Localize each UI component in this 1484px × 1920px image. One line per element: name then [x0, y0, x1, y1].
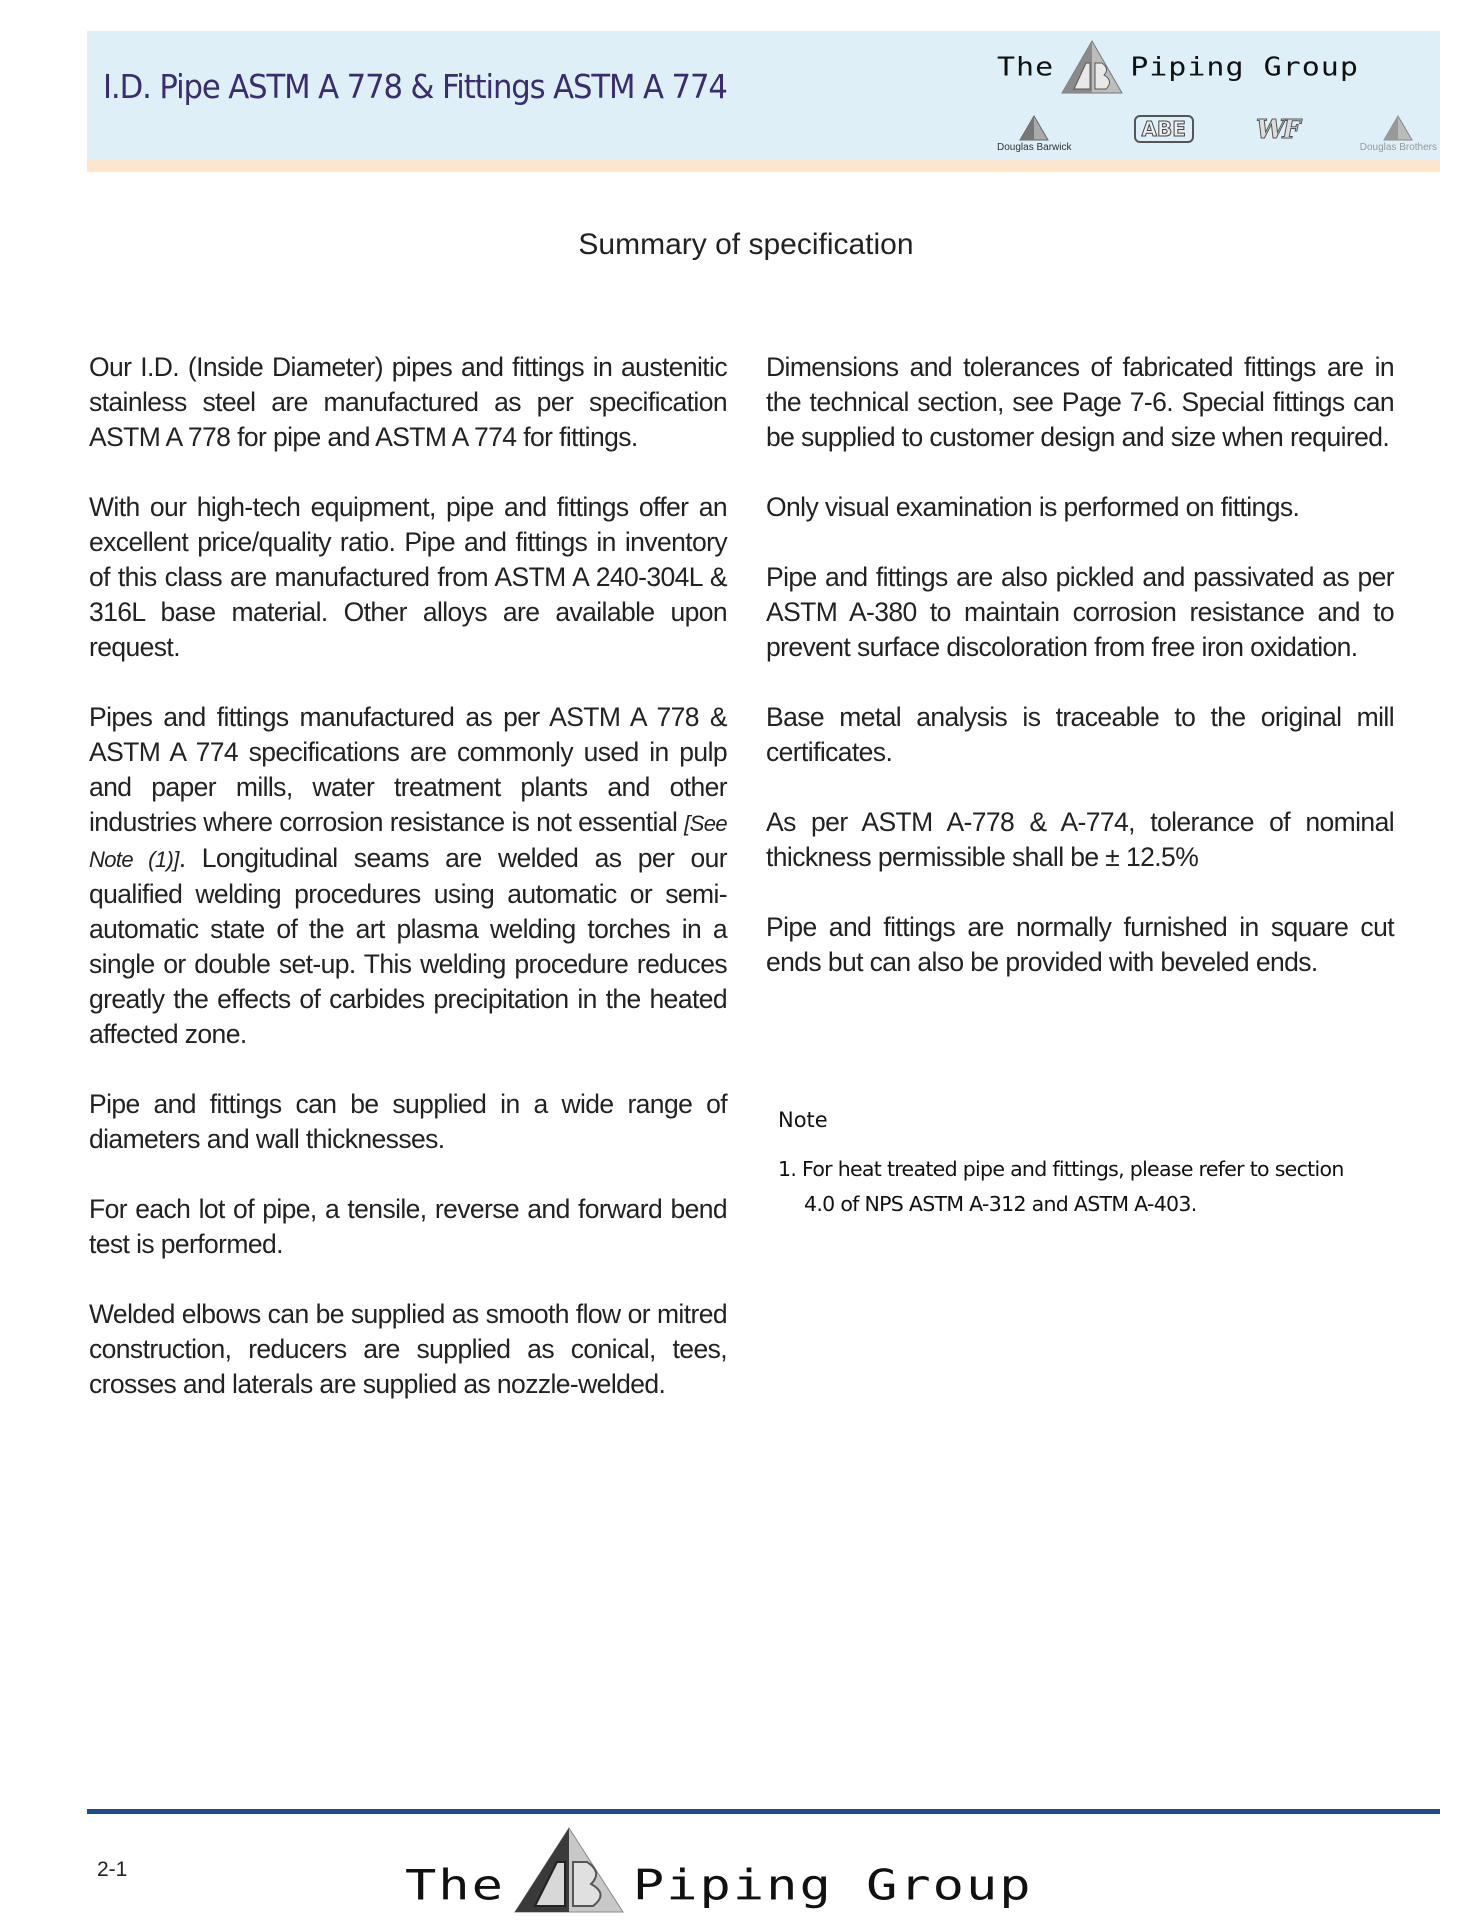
paragraph: For each lot of pipe, a tensile, reverse and forward bend test is performed.: [89, 1194, 727, 1259]
paragraph: As per ASTM A-778 & A-774, tolerance of nominal thickness permissible shall be ± 12.5%: [766, 807, 1394, 872]
footer-divider: [87, 1809, 1440, 1814]
logo-word-the: The: [997, 52, 1055, 82]
paragraph: Only visual examination is performed on fittings.: [766, 492, 1300, 522]
paragraph: Pipe and fittings can be supplied in a wide range of diameters and wall thicknesses.: [89, 1089, 727, 1154]
header-accent-strip: [87, 160, 1440, 172]
paragraph: Our I.D. (Inside Diameter) pipes and fittings in austenitic stainless steel are manufactured as per specification ASTM A 778 for pipe and ASTM A 774 for fittings.: [89, 352, 727, 452]
paragraph: Dimensions and tolerances of fabricated fittings are in the technical section, see Page 7-6. Special fittings can be supplied to customer design and size when required.: [766, 352, 1394, 452]
left-column: [89, 350, 727, 1437]
page-number: 2-1: [97, 1858, 128, 1881]
paragraph: Welded elbows can be supplied as smooth flow or mitred construction, reducers are supplied as conical, tees, crosses and laterals are supplied as nozzle-welded.: [89, 1299, 727, 1399]
page-title: I.D. Pipe ASTM A 778 & Fittings ASTM A 774: [103, 67, 727, 106]
paragraph: Pipe and fittings are also pickled and passivated as per ASTM A-380 to maintain corrosion resistance and to prevent surface discoloration from free iron oxidation.: [766, 562, 1394, 662]
note-reference-link[interactable]: [See Note (1)]: [89, 811, 727, 872]
note-title: Note: [778, 1108, 828, 1132]
abe-logo: [1134, 115, 1194, 153]
logo-word-piping-group: Piping Group: [1130, 52, 1359, 82]
logo-word-piping-group: Piping Group: [632, 1862, 1033, 1910]
header-band: [87, 31, 1440, 172]
piping-group-logo: [997, 37, 1437, 155]
paragraph-text: Pipes and fittings manufactured as per ASTM A 778 & ASTM A 774 specifications are commonly used in pulp and paper mills, water treatment plants and other industries where corrosion resistance is not essential: [89, 702, 727, 837]
db-triangle-logo-icon: [513, 1826, 625, 1916]
section-title: Summary of specification: [578, 228, 914, 261]
note-item: 1. For heat treated pipe and fittings, please refer to section 4.0 of NPS ASTM A-312 and ASTM A-403.: [778, 1157, 1344, 1216]
paragraph: Pipe and fittings are normally furnished in square cut ends but can also be provided with beveled ends.: [766, 912, 1394, 977]
douglas-brothers-logo: [1360, 115, 1437, 153]
douglas-barwick-caption: Douglas Barwick: [997, 142, 1072, 153]
footer-piping-group-logo: [405, 1826, 1033, 1916]
paragraph-with-note-ref: [89, 700, 727, 1052]
logo-main: [997, 37, 1437, 97]
triangle-icon: [1019, 115, 1049, 141]
db-triangle-logo-icon: [1060, 39, 1124, 95]
logo-word-the: The: [405, 1862, 505, 1910]
right-column: [766, 350, 1394, 1015]
paragraph: With our high-tech equipment, pipe and fittings offer an excellent price/quality ratio. Pipe and fittings in inventory of this class are manufactured from ASTM A 240-304L & 316L base material. Other alloys are available upon request.: [89, 492, 727, 662]
note-block: [778, 1108, 1378, 1222]
sub-logos: [997, 103, 1437, 153]
paragraph-text: . Longitudinal seams are welded as per our qualified welding procedures using automatic or semi-automatic state of the art plasma welding torches in a single or double set-up. This welding procedure reduces greatly the effects of carbides precipitation in the heated affected zone.: [89, 843, 727, 1049]
wf-mark: WF: [1256, 115, 1298, 145]
abe-mark: ABE: [1134, 115, 1194, 143]
paragraph: Base metal analysis is traceable to the original mill certificates.: [766, 702, 1394, 767]
douglas-barwick-logo: [997, 115, 1071, 153]
triangle-icon: [1383, 115, 1413, 141]
wf-logo: [1256, 115, 1298, 153]
douglas-brothers-caption: Douglas Brothers: [1359, 142, 1437, 153]
